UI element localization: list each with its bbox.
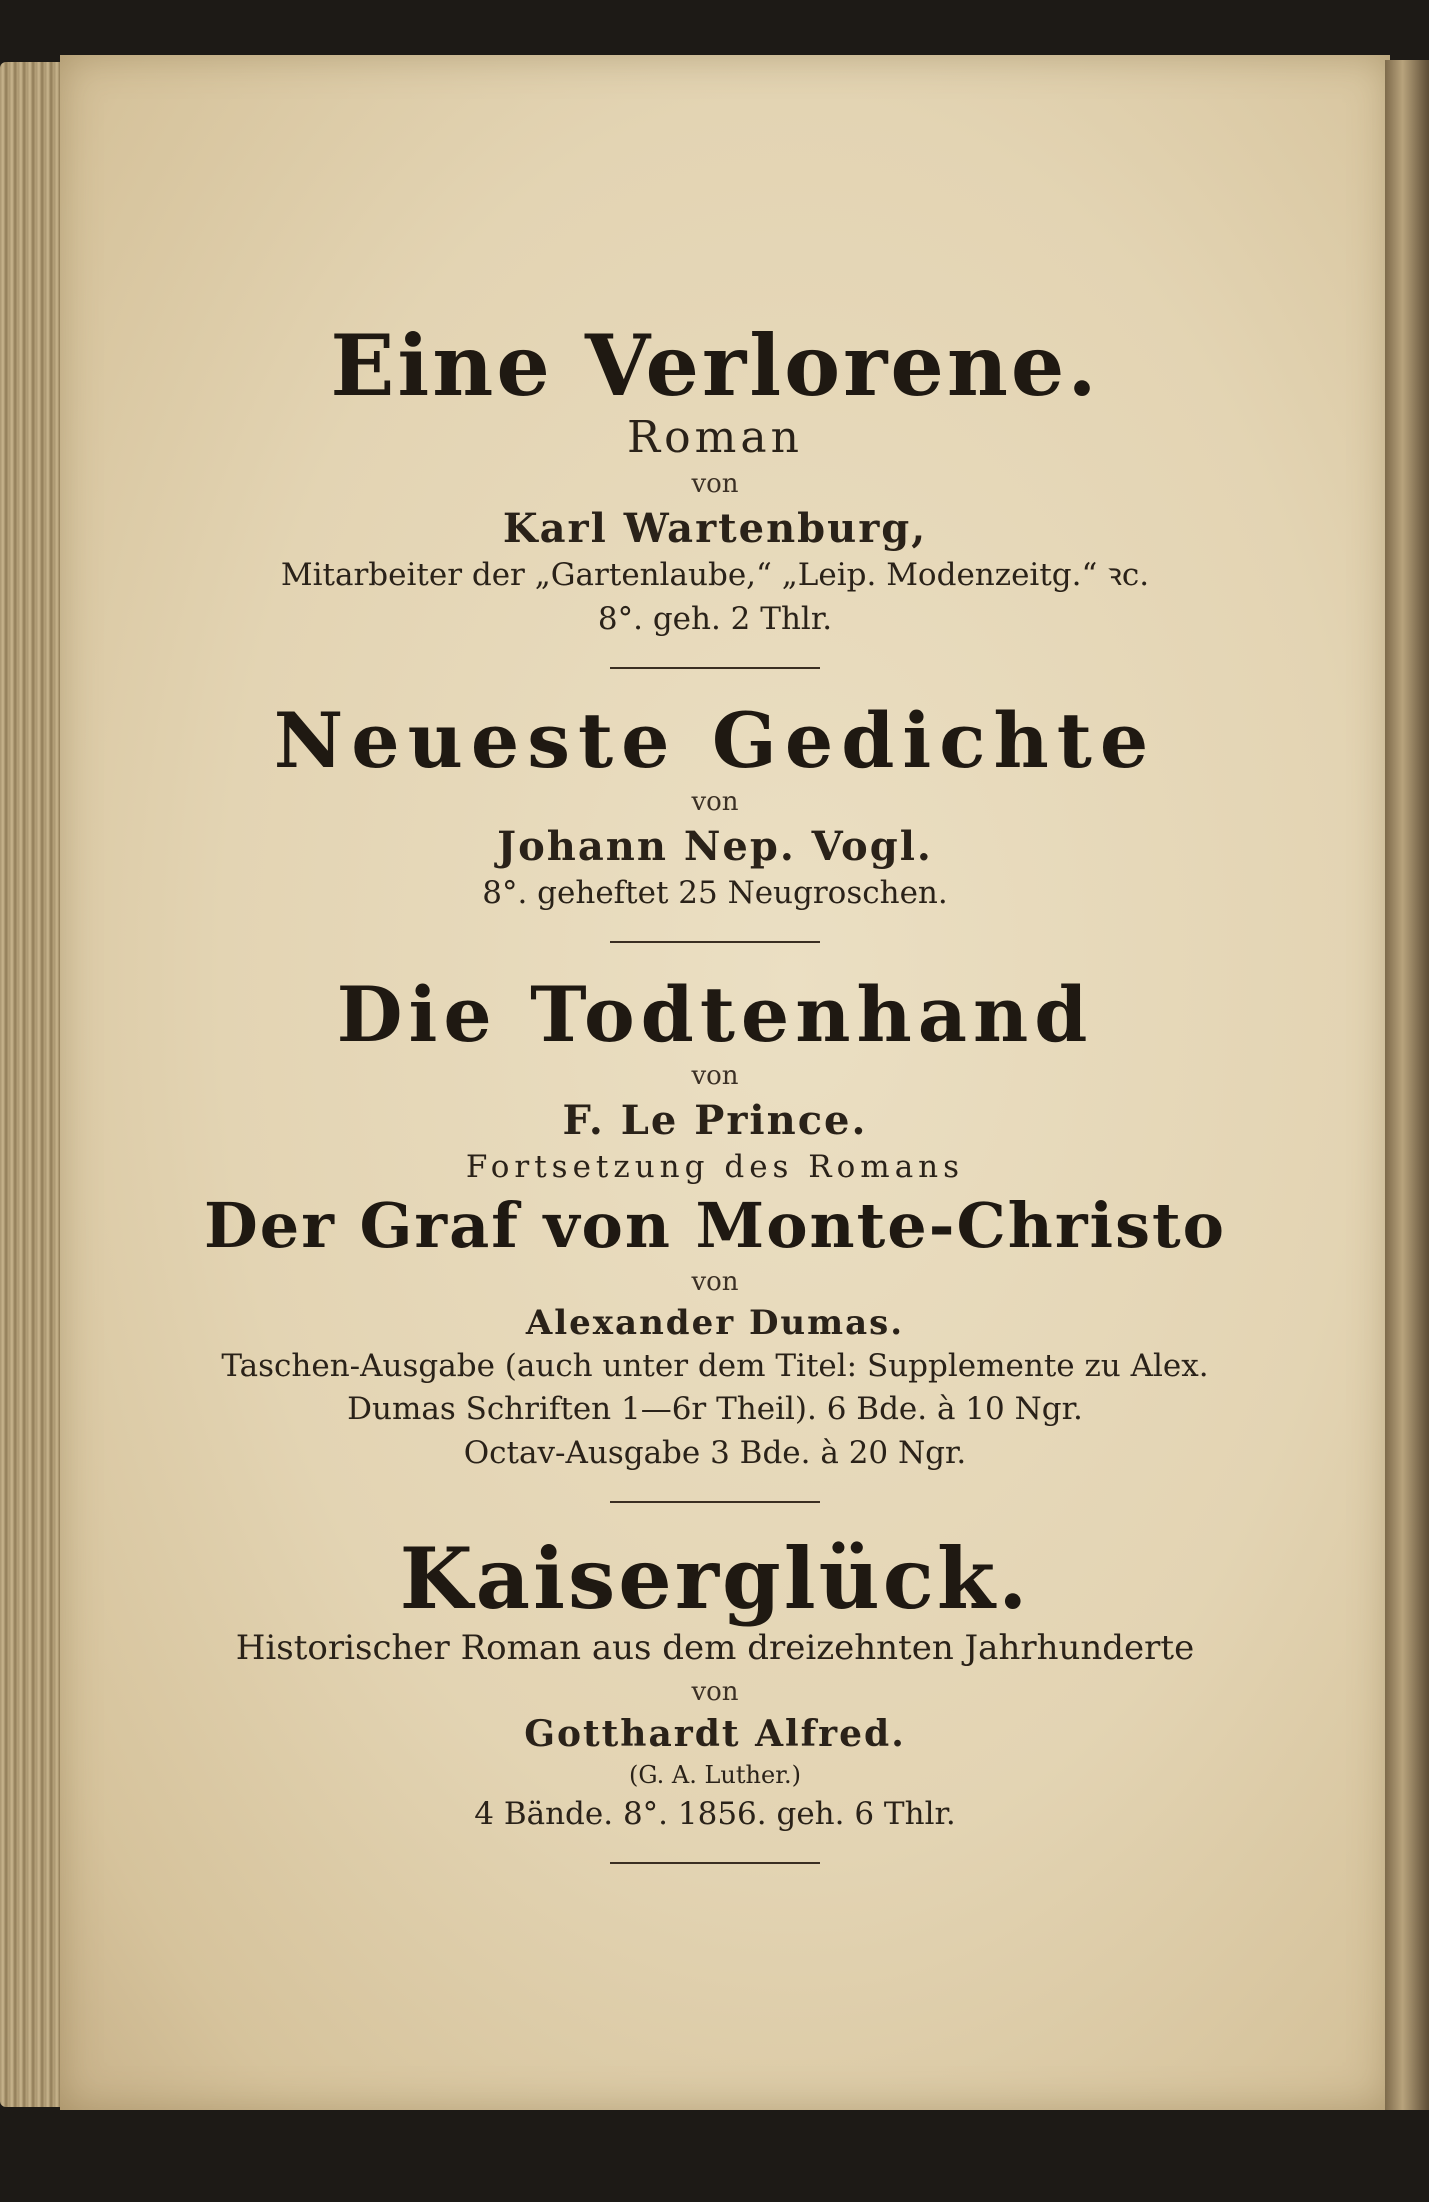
divider-rule bbox=[610, 941, 820, 943]
entry-author: Johann Nep. Vogl. bbox=[497, 822, 933, 870]
entry-work-title: Der Graf von Monte-Christo bbox=[204, 1188, 1226, 1262]
entry-title: Die Todtenhand bbox=[336, 969, 1094, 1059]
entry-pseudonym: (G. A. Luther.) bbox=[628, 1760, 802, 1789]
entry-von: von bbox=[691, 1060, 739, 1091]
entry-subtitle: Historischer Roman aus dem dreizehnten Jahrhunderte bbox=[235, 1628, 1195, 1669]
entry-title: Neueste Gedichte bbox=[273, 695, 1157, 785]
divider-rule bbox=[610, 1501, 820, 1503]
entry-author: F. Le Prince. bbox=[562, 1096, 868, 1144]
entry-neueste-gedichte bbox=[100, 695, 1330, 915]
entry-note: Mitarbeiter der „Gartenlaube,“ „Leip. Modenzeitg.“ ꝛc. bbox=[280, 557, 1150, 594]
entry-work-author: Alexander Dumas. bbox=[525, 1303, 905, 1344]
entry-details: 8°. geh. 2 Thlr. bbox=[597, 600, 833, 637]
entry-subtitle: Roman bbox=[627, 412, 803, 464]
entry-edition-line: Taschen-Ausgabe (auch unter dem Titel: Supplemente zu Alex. bbox=[221, 1347, 1209, 1384]
entry-von: von bbox=[691, 786, 739, 817]
entry-continuation: Fortsetzung des Romans bbox=[465, 1148, 965, 1185]
entry-kaiserglueck bbox=[100, 1529, 1330, 1836]
entry-details: 4 Bände. 8°. 1856. geh. 6 Thlr. bbox=[474, 1795, 956, 1832]
entry-title: Eine Verlorene. bbox=[330, 316, 1100, 415]
entry-von: von bbox=[691, 469, 739, 500]
entry-edition-line: Dumas Schriften 1—6r Theil). 6 Bde. à 10 Ngr. bbox=[347, 1391, 1083, 1428]
entry-details: 8°. geheftet 25 Neugroschen. bbox=[482, 874, 948, 911]
divider-rule bbox=[610, 1862, 820, 1864]
entry-von: von bbox=[691, 1676, 739, 1707]
advertisement-list bbox=[100, 316, 1330, 1894]
entry-edition-line: Octav-Ausgabe 3 Bde. à 20 Ngr. bbox=[463, 1434, 967, 1471]
entry-von: von bbox=[691, 1267, 739, 1298]
entry-author: Gotthardt Alfred. bbox=[524, 1712, 906, 1755]
entry-eine-verlorene bbox=[100, 316, 1330, 641]
entry-die-todtenhand bbox=[100, 969, 1330, 1475]
divider-rule bbox=[610, 667, 820, 669]
book-binding-edge bbox=[1385, 60, 1429, 2110]
entry-title: Kaiserglück. bbox=[399, 1529, 1031, 1628]
entry-author: Karl Wartenburg, bbox=[502, 505, 928, 553]
